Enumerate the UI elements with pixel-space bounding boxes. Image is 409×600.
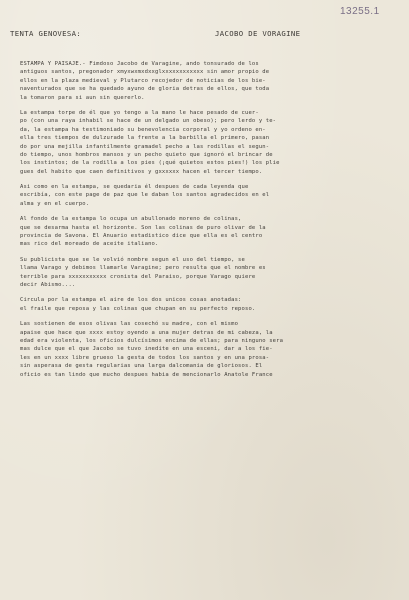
- paragraph-gap: [20, 102, 390, 109]
- text-line: les en un xxxx libre grueso la gesta de todos los santos y en una prosa-: [20, 354, 270, 361]
- text-line: escribía, con este page de paz que le daban los santos agradecidos en el: [20, 192, 270, 199]
- text-line: mas rico del moreado de aceite italiano.: [20, 241, 159, 248]
- paragraph-gap: [20, 176, 390, 183]
- paragraph-gap: [20, 208, 390, 215]
- text-line: terrible para xxxxxxxxxxx cronista del Paraiso, porque Varago quiere: [20, 273, 256, 280]
- text-line: el fraile que reposa y las colinas que chupan en su perfecto reposo.: [20, 305, 256, 312]
- text-line: do por una mejilla infantilmente gramadel pecho a las rodillas el segun-: [20, 143, 270, 150]
- text-line: Las sostienen de esos olivas las cosechó su madre, con el mismo: [20, 321, 239, 328]
- text-line: ella tres tiempos de dulzurade la frente a la barbilla el primero, pasan: [20, 135, 270, 142]
- paragraph-gap: [20, 313, 390, 320]
- header-right: JACOBO DE VORAGINE: [215, 29, 301, 38]
- document-header: [10, 29, 385, 38]
- catalog-number: 13255.1: [340, 6, 380, 17]
- text-line: ESTAMPA Y PAISAJE.- Fimdoso Jacobo de Varagine, ando tonsurado de los: [20, 61, 259, 67]
- text-line: alma y en el cuerpo.: [20, 200, 90, 207]
- text-line: Circula por la estampa el aire de los dos unicos cosas anotadas:: [20, 297, 242, 304]
- text-line: llama Varago y debimos llamarle Varagine; pero resulta que el nombre es: [20, 265, 266, 272]
- text-line: ellos en la plaza medieval y Plutarco recojedor de noticias de los bie-: [20, 77, 266, 84]
- text-line: da, la estampa ha testimoniado su benevolencia corporal y yo ordeno en-: [20, 126, 266, 133]
- text-line: Su publicista que se le volvió nombre segun el uso del tiempo, se: [20, 256, 245, 263]
- paragraph-gap: [20, 289, 390, 296]
- text-line: po (con una raya inhabil se hace de un delgado un obeso); pero lerdo y te-: [20, 118, 277, 125]
- text-line: sin asperasa de gesta regularias una larga dalcomania de gloriosos. El: [20, 363, 263, 370]
- text-line: Al fondo de la estampa lo ocupa un abullonado moreno de colinas,: [20, 216, 242, 223]
- text-line: antiguos santos, pregonador xmyxwxmxdxxglxxxxxxxxxxxx sin amor propio de: [20, 69, 270, 76]
- text-line: apaise que hace que xxxx estoy oyendo a una mujer detras de mi cabeza, la: [20, 329, 273, 336]
- paragraph-gap: [20, 249, 390, 256]
- text-line: Asi como en la estampa, se quedaria él despues de cada leyenda que: [20, 184, 249, 191]
- text-line: gues del habito que caen definitivos y gxxxxxx hacen el tercer tiempo.: [20, 168, 263, 175]
- text-line: la tomaron para si aun sin quererlo.: [20, 94, 145, 101]
- text-line: edad era violenta, los oficios dulcísimos encima de ellas; para ninguno sera: [20, 337, 284, 344]
- text-line: La estampa torpe de él que yo tengo a la mano le hace pesado de cuer-: [20, 109, 259, 116]
- header-left: TENTA GENOVESA:: [10, 29, 82, 38]
- text-line: naventurados que se ha quedado ayuno de gloria detras de ellos, que toda: [20, 86, 270, 93]
- text-line: oficio es tan lindo que mucho despues habia de mencionarlo Anatole France: [20, 371, 273, 378]
- text-line: mas dulce que el que Jacobo se tuvo inedite en una esceni, dar a los fie-: [20, 346, 273, 353]
- document-body: [20, 60, 390, 379]
- text-line: do tiempo, unos hombros mansos y un pecho quieto que ignoró el brincar de: [20, 151, 273, 158]
- text-line: decir Abismo....: [20, 281, 76, 288]
- text-line: provincia de Savona. El Anuario estadistico dice que ella es el centro: [20, 233, 263, 240]
- text-line: que se desarma hasta el horizonte. Son las colinas de puro olivar de la: [20, 224, 266, 231]
- text-line: los instintos; de la rodilla a los pies (¡qué quietos estos pies!) los plie: [20, 160, 280, 167]
